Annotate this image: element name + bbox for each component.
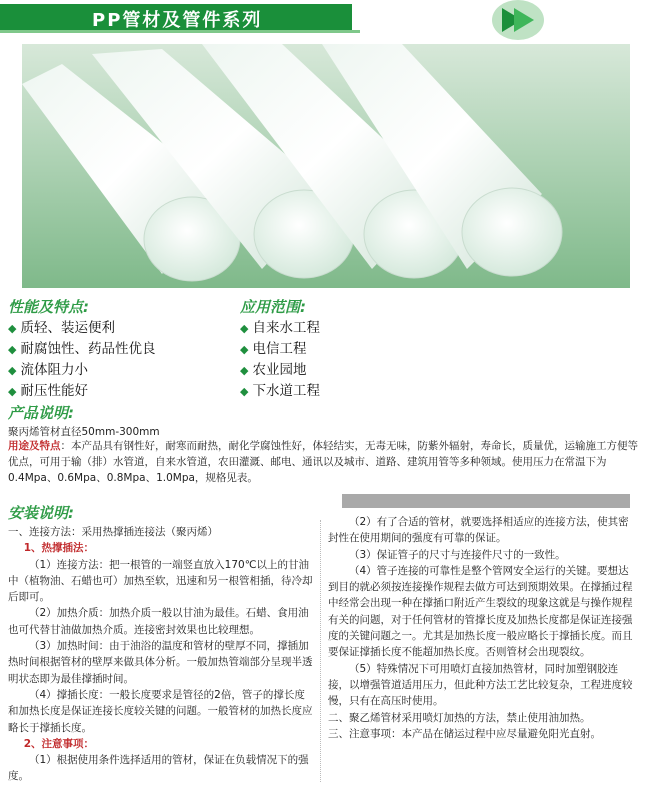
application-item: ◆ 农业园地 xyxy=(240,362,307,378)
usage-text: ：本产品具有钢性好，耐寒而耐热，耐化学腐蚀性好，体轻结实，无毒无味，防紫外辐射，寿命长，质量优，运输施工方便等优点，可用于输（排）水管道，自来水管道，农田灌溉、邮电、通讯以及城市、道路、建筑用管等多种领域。使用压力在常温下为0.4Mpa、0.6Mpa、0.8Mpa、1.0Mpa，规格见表。 xyxy=(8,440,638,484)
applications-heading: 应用范围: xyxy=(240,298,306,316)
application-item: ◆ 电信工程 xyxy=(240,341,307,357)
feature-item: ◆ 流体阻力小 xyxy=(8,362,88,378)
arrow-icon xyxy=(488,0,548,42)
install-paragraph: （2）加热介质：加热介质一般以甘油为最佳。石蜡、食用油也可代替甘油做加热介质。连接密封效果也比较理想。 xyxy=(8,607,309,636)
install-heading: 安装说明: xyxy=(8,504,74,522)
diamond-bullet-icon: ◆ xyxy=(8,322,17,335)
diamond-bullet-icon: ◆ xyxy=(240,343,249,356)
product-description xyxy=(8,438,638,486)
diamond-bullet-icon: ◆ xyxy=(8,364,17,377)
pipes-photo xyxy=(22,44,630,288)
install-paragraph: （1）连接方法：把一根管的一端竖直放入170℃以上的甘油中（植物油、石蜡也可）加热至软，迅速和另一根管相插，待冷却后即可。 xyxy=(8,558,313,604)
install-line: 一、连接方法：采用热撑插连接法（聚丙烯） xyxy=(8,526,218,538)
product-heading: 产品说明: xyxy=(8,404,74,422)
diamond-bullet-icon: ◆ xyxy=(8,385,17,398)
install-right-column xyxy=(328,514,636,742)
install-subheading: 2、注意事项： xyxy=(23,737,95,750)
install-paragraph: 二、聚乙烯管材采用喷灯加热的方法，禁止使用油加热。 xyxy=(328,711,591,724)
feature-item: ◆ 质轻、装运便利 xyxy=(8,320,115,336)
usage-label: 用途及特点 xyxy=(8,440,61,452)
column-divider xyxy=(320,520,321,782)
features-list xyxy=(8,318,155,402)
install-paragraph: （2）有了合适的管材，就要选择相适应的连接方法，使其密封性在使用期间的强度有可靠的保证。 xyxy=(328,516,629,545)
pipes-illustration xyxy=(22,44,630,288)
page-title: PP管材及管件系列 xyxy=(92,10,263,31)
diamond-bullet-icon: ◆ xyxy=(240,364,249,377)
feature-item: ◆ 耐压性能好 xyxy=(8,383,88,399)
install-paragraph: （4）管子连接的可靠性是整个管网安全运行的关键。要想达到目的就必须按连接操作规程去做方可达到预期效果。在撑插过程中经常会出现一种在撑插口附近产生裂纹的现象这就是与操作规程有关的问题，对于任何管材的管撑长度及加热长度都是保证连接强度的关键问题之一。尤其是加热长度一般应略长于撑插长度。而且要保证撑插长度不能超加热长度。否则管材会出现裂纹。 xyxy=(328,564,633,659)
install-paragraph: （1）根据使用条件选择适用的管材，保证在负载情况下的强度。 xyxy=(8,754,309,783)
install-paragraph: （3）保证管子的尺寸与连接件尺寸的一致性。 xyxy=(349,548,566,561)
application-item: ◆ 自来水工程 xyxy=(240,320,320,336)
install-subheading: 1、热撑插法： xyxy=(23,542,95,555)
install-paragraph: （3）加热时间：由于油浴的温度和管材的壁厚不同，撑插加热时间根据管材的壁厚来做具体分析。一般加热管端部分呈现半透明状态即为最佳撑插时间。 xyxy=(8,640,313,685)
diamond-bullet-icon: ◆ xyxy=(240,385,249,398)
diamond-bullet-icon: ◆ xyxy=(240,322,249,335)
install-paragraph: （4）撑插长度：一般长度要求是管径的2倍，管子的撑长度和加热长度是保证连接长度较关键的问题。一般管材的加热长度应略长于撑插长度。 xyxy=(8,688,313,734)
install-left-column xyxy=(8,524,313,785)
diamond-bullet-icon: ◆ xyxy=(8,343,17,356)
feature-item: ◆ 耐腐蚀性、药品性优良 xyxy=(8,341,156,357)
features-heading: 性能及特点: xyxy=(8,298,89,316)
product-spec: 聚丙烯管材直径50mm-300mm xyxy=(8,426,160,438)
applications-list xyxy=(240,318,320,402)
install-paragraph: （5）特殊情况下可用喷灯直接加热管材，同时加塑钢胶连接，以增强管道适用压力，但此种方法工艺比较复杂，工程进度较慢，只有在高压时使用。 xyxy=(328,662,633,708)
header-banner xyxy=(0,0,650,36)
section-divider-bar xyxy=(342,494,630,508)
application-item: ◆ 下水道工程 xyxy=(240,383,320,399)
install-paragraph: 三、注意事项：本产品在储运过程中应尽量避免阳光直射。 xyxy=(328,727,601,740)
